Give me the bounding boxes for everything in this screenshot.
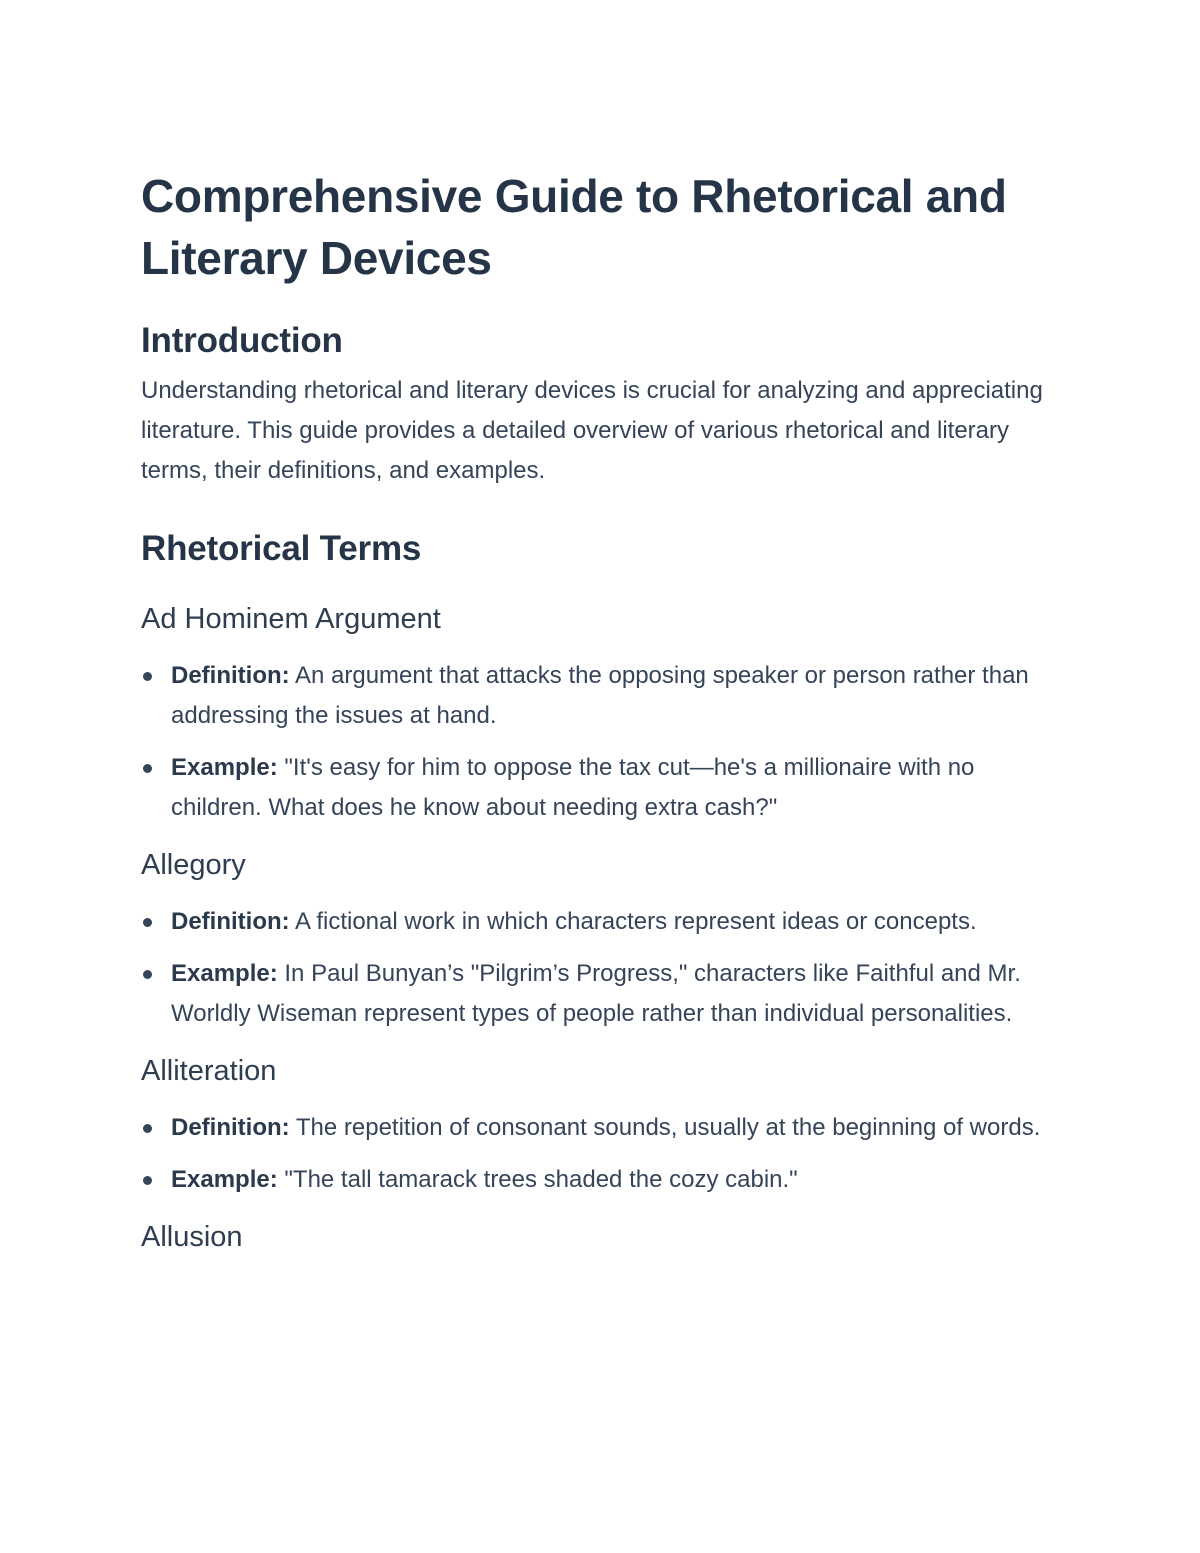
bullet-icon (143, 764, 152, 773)
document-title: Comprehensive Guide to Rhetorical and Literary Devices (141, 170, 1007, 284)
list-item-example (141, 954, 1061, 1034)
section-heading-introduction: Introduction (141, 321, 343, 360)
definition-label: Definition: (171, 908, 290, 935)
definition-text: The repetition of consonant sounds, usually at the beginning of words. (295, 1114, 1041, 1141)
document-page (141, 165, 1061, 1260)
bullet-icon (143, 672, 152, 681)
definition-text: A fictional work in which characters represent ideas or concepts. (294, 908, 977, 935)
definition-label: Definition: (171, 1114, 290, 1141)
term-heading-alliteration: Alliteration (141, 1055, 277, 1087)
bullet-icon (143, 918, 152, 927)
list-item-example (141, 748, 1061, 828)
example-text: In Paul Bunyan’s "Pilgrim’s Progress," characters like Faithful and Mr. Worldly Wiseman represent types of people rather than individual personalities. (171, 960, 1021, 1027)
example-label: Example: (171, 960, 278, 987)
example-text: "The tall tamarack trees shaded the cozy cabin." (284, 1166, 798, 1193)
term-list-alliteration (141, 1108, 1061, 1200)
term-heading-ad-hominem: Ad Hominem Argument (141, 603, 441, 635)
intro-paragraph: Understanding rhetorical and literary devices is crucial for analyzing and appreciating literature. This guide provides a detailed overview of various rhetorical and literary terms, their definitions, and examples. (141, 377, 1043, 484)
list-item-definition (141, 656, 1061, 736)
list-item-definition (141, 902, 1061, 942)
term-heading-allegory: Allegory (141, 849, 246, 881)
definition-label: Definition: (171, 662, 290, 689)
definition-text: An argument that attacks the opposing speaker or person rather than addressing the issues at hand. (171, 662, 1029, 729)
section-heading-rhetorical-terms: Rhetorical Terms (141, 529, 422, 568)
bullet-icon (143, 1124, 152, 1133)
bullet-icon (143, 1176, 152, 1185)
example-text: "It's easy for him to oppose the tax cut—he's a millionaire with no children. What does he know about needing extra cash?" (171, 754, 975, 821)
term-list-ad-hominem (141, 656, 1061, 828)
example-label: Example: (171, 754, 278, 781)
bullet-icon (143, 970, 152, 979)
term-heading-allusion: Allusion (141, 1221, 243, 1253)
list-item-definition (141, 1108, 1061, 1148)
term-list-allegory (141, 902, 1061, 1034)
example-label: Example: (171, 1166, 278, 1193)
list-item-example (141, 1160, 1061, 1200)
